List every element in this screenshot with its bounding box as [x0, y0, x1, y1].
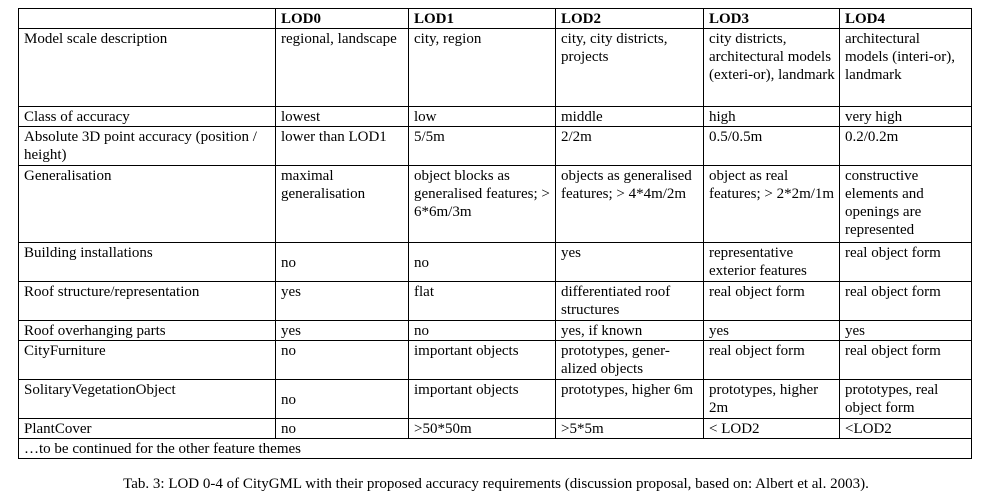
- table-cell: flat: [409, 282, 556, 321]
- table-footnote: …to be continued for the other feature themes: [19, 439, 972, 459]
- table-cell: real object form: [704, 282, 840, 321]
- table-cell: 0.2/0.2m: [840, 127, 972, 166]
- row-label: CityFurniture: [19, 341, 276, 380]
- table-cell: real object form: [840, 243, 972, 282]
- table-cell: no: [276, 341, 409, 380]
- table-cell: architectural models (interi-or), landmark: [840, 29, 972, 107]
- table-cell: no: [276, 243, 409, 282]
- table-row: [19, 321, 972, 341]
- table-cell: city districts, architectural models (exteri-or), landmark: [704, 29, 840, 107]
- table-row: [19, 107, 972, 127]
- table-cell: < LOD2: [704, 419, 840, 439]
- header-cell: LOD4: [840, 9, 972, 29]
- table-cell: representative exterior features: [704, 243, 840, 282]
- table-row: [19, 380, 972, 419]
- table-cell: lower than LOD1: [276, 127, 409, 166]
- row-label: Roof structure/representation: [19, 282, 276, 321]
- table-cell: object blocks as generalised features; > 6*6m/3m: [409, 166, 556, 243]
- row-label: PlantCover: [19, 419, 276, 439]
- header-cell: LOD1: [409, 9, 556, 29]
- table-cell: no: [276, 419, 409, 439]
- table-cell: important objects: [409, 341, 556, 380]
- table-cell: 2/2m: [556, 127, 704, 166]
- table-cell: regional, landscape: [276, 29, 409, 107]
- table-cell: middle: [556, 107, 704, 127]
- table-cell: >5*5m: [556, 419, 704, 439]
- table-cell: prototypes, gener-alized objects: [556, 341, 704, 380]
- table-cell: object as real features; > 2*2m/1m: [704, 166, 840, 243]
- table-cell: <LOD2: [840, 419, 972, 439]
- row-label: Generalisation: [19, 166, 276, 243]
- table-row: [19, 341, 972, 380]
- header-cell: LOD0: [276, 9, 409, 29]
- table-row: [19, 282, 972, 321]
- table-cell: 0.5/0.5m: [704, 127, 840, 166]
- table-header-row: [19, 9, 972, 29]
- table-cell: low: [409, 107, 556, 127]
- table-cell: city, city districts, projects: [556, 29, 704, 107]
- table-cell: yes: [704, 321, 840, 341]
- table-cell: high: [704, 107, 840, 127]
- table-cell: lowest: [276, 107, 409, 127]
- table-row: [19, 166, 972, 243]
- table-caption: Tab. 3: LOD 0-4 of CityGML with their proposed accuracy requirements (discussion proposal, based on: Albert et al. 2003).: [123, 476, 869, 492]
- row-label: Class of accuracy: [19, 107, 276, 127]
- table-cell: yes: [276, 321, 409, 341]
- row-label: Model scale description: [19, 29, 276, 107]
- table-cell: yes: [840, 321, 972, 341]
- table-row: [19, 29, 972, 107]
- header-cell: LOD3: [704, 9, 840, 29]
- table-cell: no: [409, 321, 556, 341]
- table-cell: very high: [840, 107, 972, 127]
- lod-accuracy-table: [18, 8, 972, 459]
- table-row: [19, 419, 972, 439]
- table-cell: yes: [556, 243, 704, 282]
- row-label: Building installations: [19, 243, 276, 282]
- table-cell: differentiated roof structures: [556, 282, 704, 321]
- table-cell: >50*50m: [409, 419, 556, 439]
- table-cell: real object form: [840, 341, 972, 380]
- table-cell: maximal generalisation: [276, 166, 409, 243]
- table-cell: prototypes, real object form: [840, 380, 972, 419]
- table-footnote-row: [19, 439, 972, 459]
- table-cell: constructive elements and openings are represented: [840, 166, 972, 243]
- table-cell: 5/5m: [409, 127, 556, 166]
- table-cell: important objects: [409, 380, 556, 419]
- table-cell: yes, if known: [556, 321, 704, 341]
- table-cell: no: [276, 380, 409, 419]
- table-cell: yes: [276, 282, 409, 321]
- row-label: Roof overhanging parts: [19, 321, 276, 341]
- table-cell: prototypes, higher 2m: [704, 380, 840, 419]
- table-cell: prototypes, higher 6m: [556, 380, 704, 419]
- table-cell: objects as generalised features; > 4*4m/2m: [556, 166, 704, 243]
- row-label: Absolute 3D point accuracy (position / height): [19, 127, 276, 166]
- table-row: [19, 127, 972, 166]
- table-cell: city, region: [409, 29, 556, 107]
- row-label: SolitaryVegetationObject: [19, 380, 276, 419]
- table-cell: no: [409, 243, 556, 282]
- table-row: [19, 243, 972, 282]
- header-cell: [19, 9, 276, 29]
- header-cell: LOD2: [556, 9, 704, 29]
- table-cell: real object form: [840, 282, 972, 321]
- table-cell: real object form: [704, 341, 840, 380]
